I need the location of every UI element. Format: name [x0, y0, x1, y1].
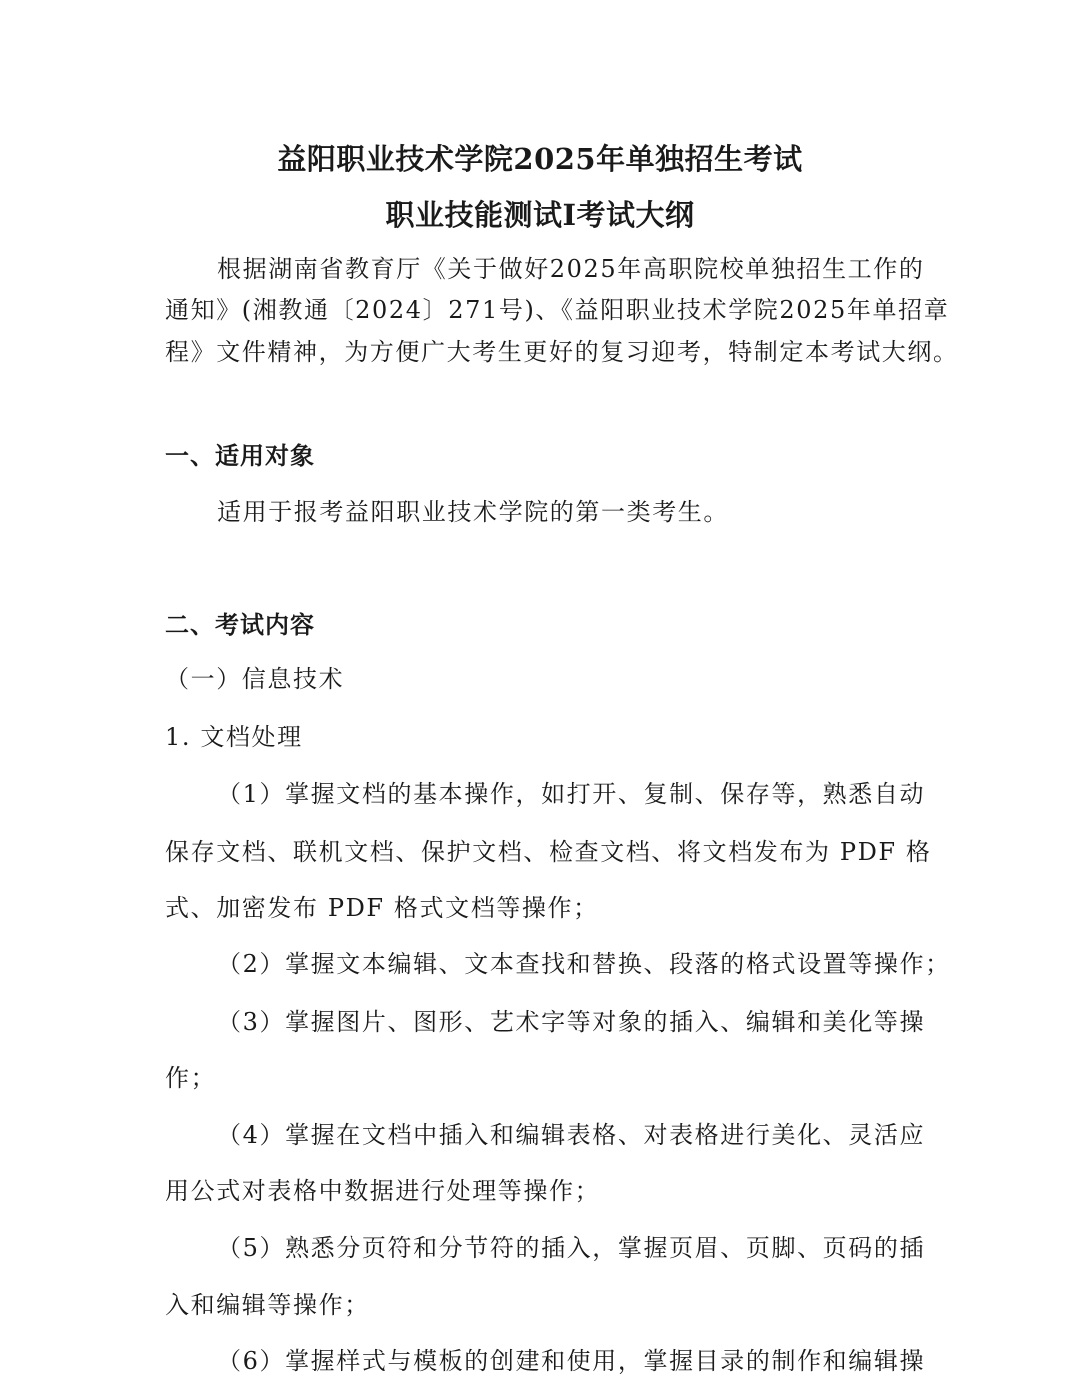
- intro-paragraph-line: 根据湖南省教育厅《关于做好2025年高职院校单独招生工作的: [217, 255, 925, 283]
- item-text-line: 入和编辑等操作；: [165, 1291, 370, 1319]
- item-text-line: （6）掌握样式与模板的创建和使用，掌握目录的制作和编辑操: [217, 1347, 926, 1375]
- document-title-line1: 益阳职业技术学院2025年单独招生考试: [277, 142, 803, 176]
- item-text-line: 式、加密发布 PDF 格式文档等操作；: [165, 894, 599, 922]
- document-title-line2: 职业技能测试Ⅰ考试大纲: [385, 198, 695, 232]
- item-text-line: （1）掌握文档的基本操作，如打开、复制、保存等，熟悉自动: [217, 780, 926, 808]
- item-text-line: （3）掌握图片、图形、艺术字等对象的插入、编辑和美化等操: [217, 1008, 926, 1036]
- item-title: 1. 文档处理: [165, 723, 303, 751]
- item-text-line: 保存文档、联机文档、保护文档、检查文档、将文档发布为 PDF 格: [165, 838, 932, 866]
- item-text-line: 作；: [165, 1064, 217, 1092]
- intro-paragraph-line: 程》文件精神，为方便广大考生更好的复习迎考，特制定本考试大纲。: [165, 338, 959, 366]
- subsection-heading: （一）信息技术: [165, 665, 345, 693]
- item-text-line: 用公式对表格中数据进行处理等操作；: [165, 1177, 601, 1205]
- section-text-applicable: 适用于报考益阳职业技术学院的第一类考生。: [217, 498, 729, 526]
- item-text-line: （4）掌握在文档中插入和编辑表格、对表格进行美化、灵活应: [217, 1121, 926, 1149]
- section-heading-content: 二、考试内容: [165, 610, 315, 639]
- intro-paragraph-line: 通知》(湘教通〔2024〕271号)、《益阳职业技术学院2025年单招章: [165, 296, 950, 324]
- item-text-line: （2）掌握文本编辑、文本查找和替换、段落的格式设置等操作；: [217, 950, 951, 978]
- section-heading-applicable: 一、适用对象: [165, 441, 315, 470]
- item-text-line: （5）熟悉分页符和分节符的插入，掌握页眉、页脚、页码的插: [217, 1234, 926, 1262]
